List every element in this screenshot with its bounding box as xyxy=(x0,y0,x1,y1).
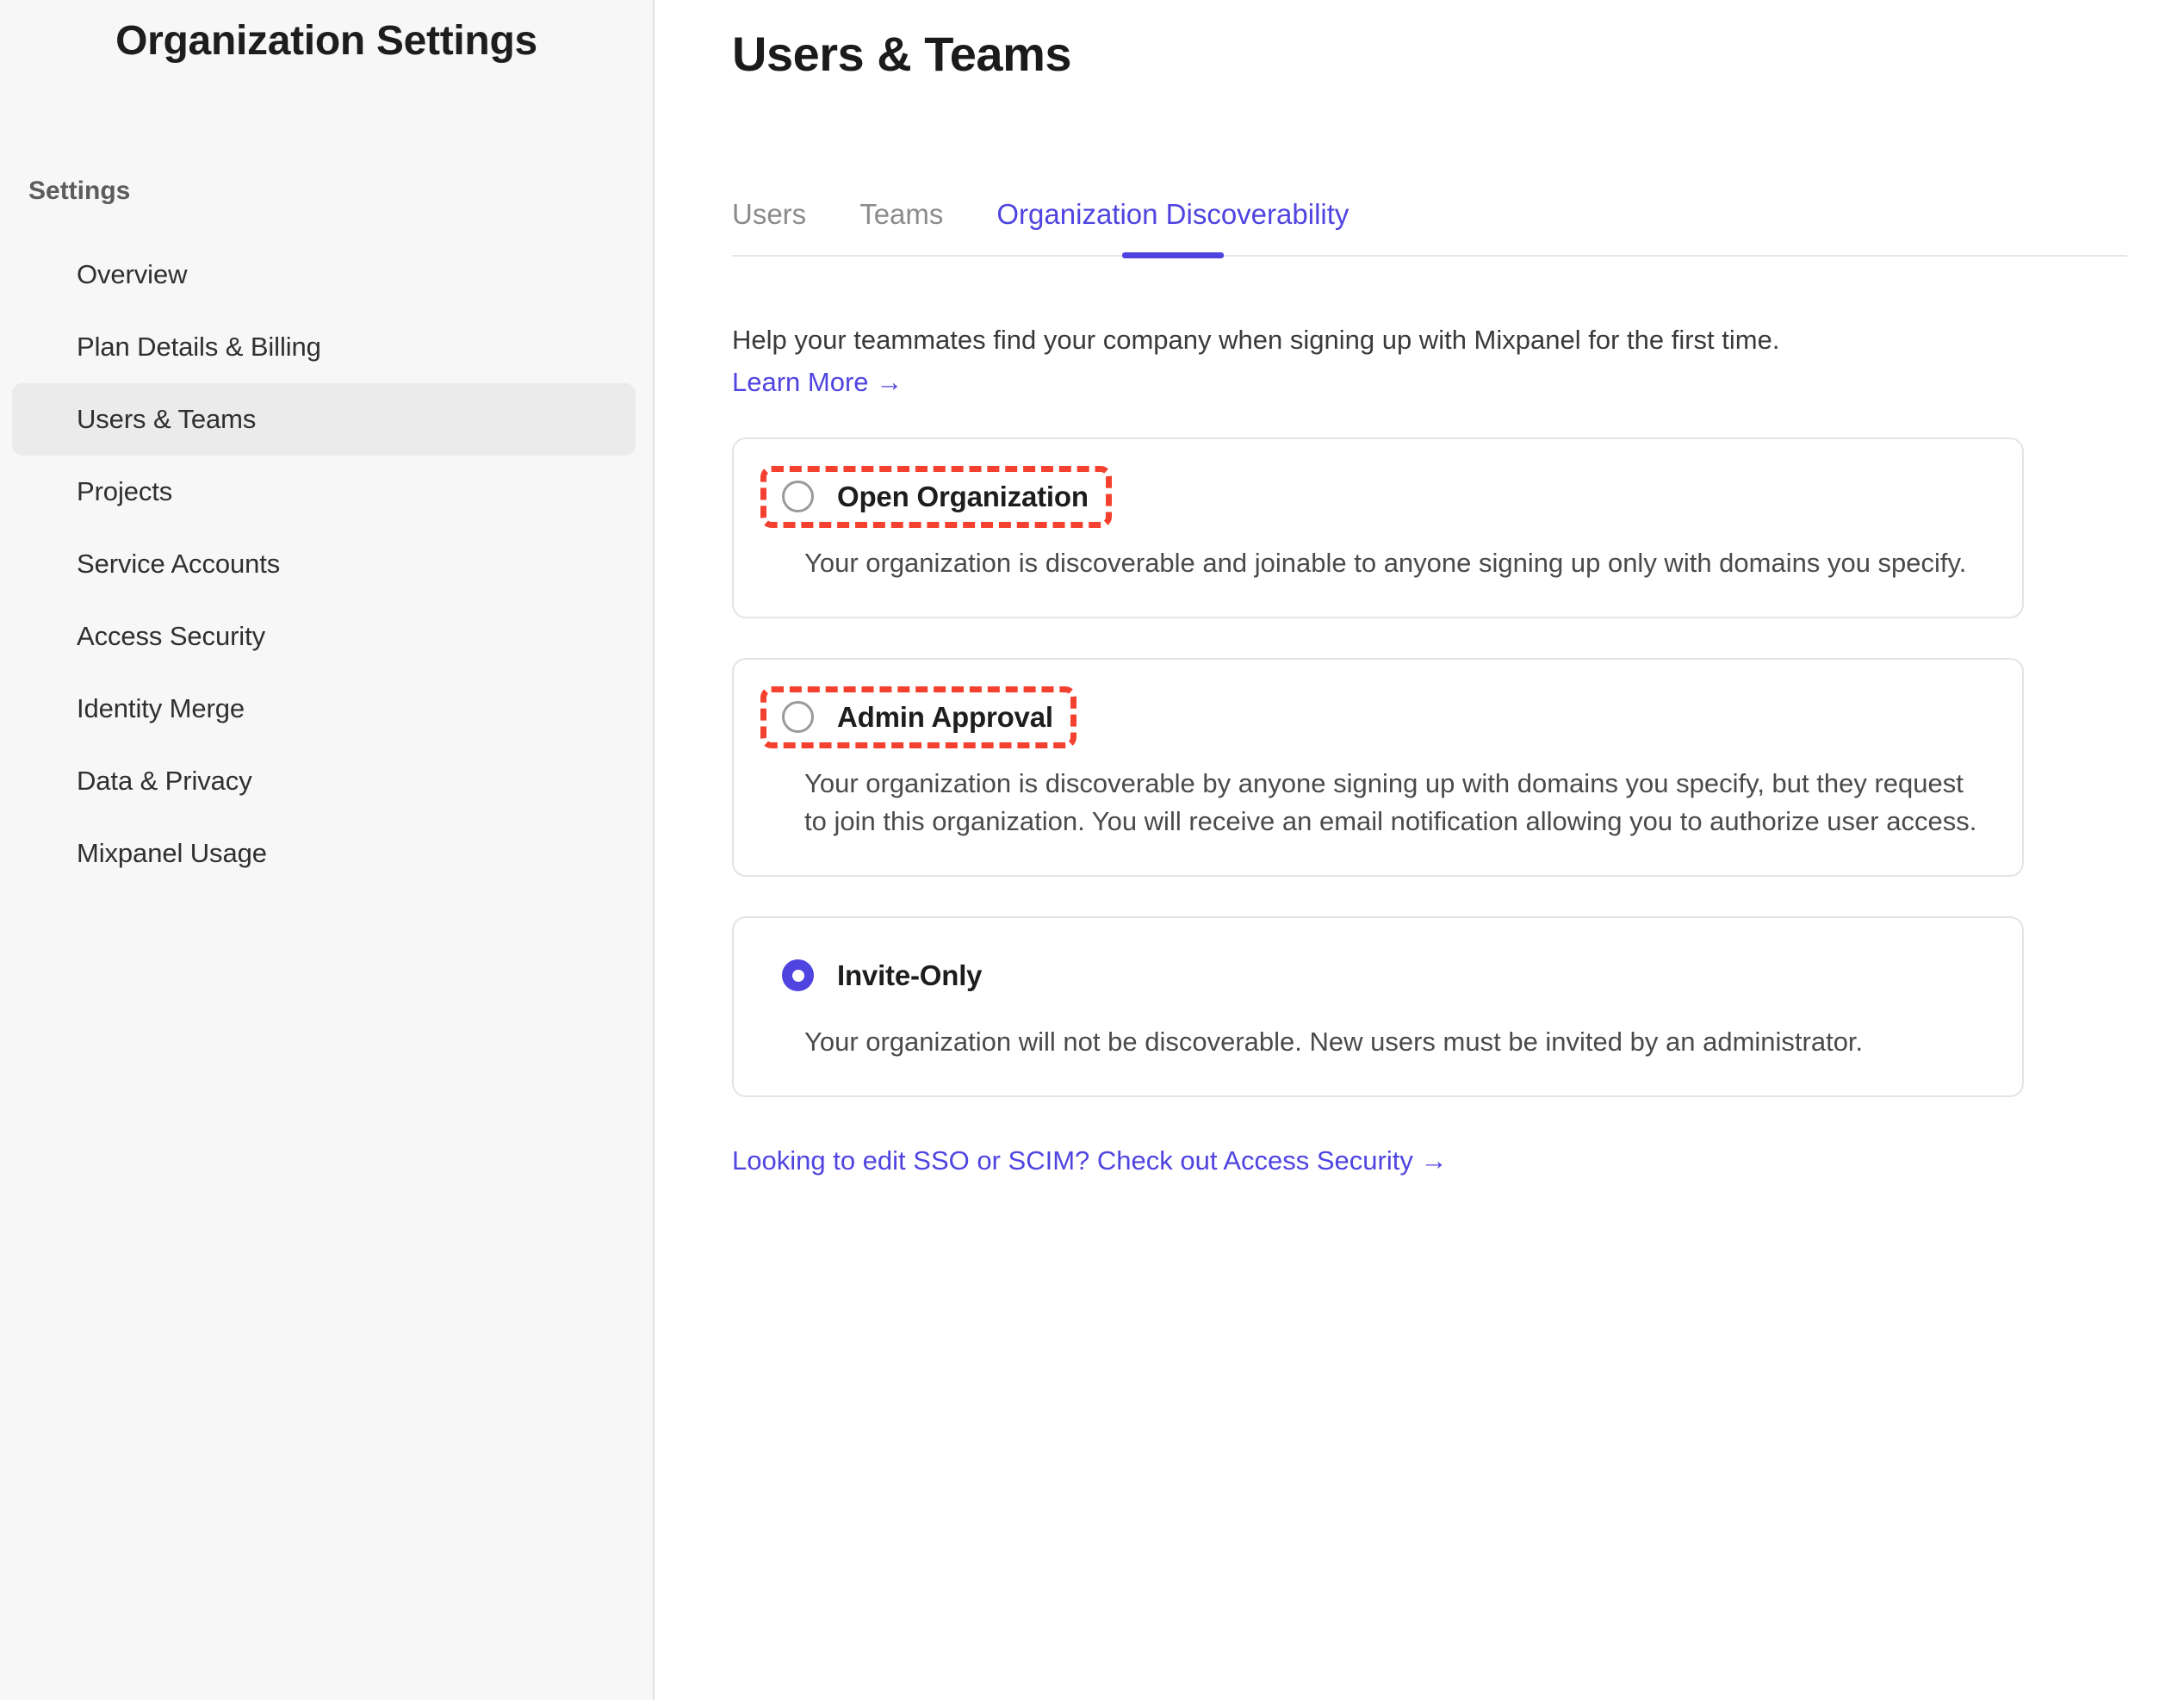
sidebar-item-identity-merge[interactable] xyxy=(12,673,636,745)
tab-users[interactable]: Users xyxy=(732,198,807,230)
sidebar-item-label: Access Security xyxy=(77,621,266,651)
option-card-open-organization[interactable] xyxy=(732,437,2024,618)
option-card-admin-approval[interactable] xyxy=(732,658,2024,877)
tab-teams[interactable]: Teams xyxy=(859,198,944,230)
sidebar-item-label: Projects xyxy=(77,476,173,506)
option-label: Admin Approval xyxy=(837,700,1053,733)
option-card-invite-only[interactable] xyxy=(732,916,2024,1097)
sidebar-item-data-privacy[interactable] xyxy=(12,745,636,817)
option-header-admin-approval[interactable] xyxy=(766,692,1070,742)
tab-bar xyxy=(732,198,2127,257)
option-header-open-organization[interactable] xyxy=(766,472,1106,522)
sidebar-item-projects[interactable] xyxy=(12,456,636,528)
option-description: Your organization will not be discoverable. New users must be invited by an administrator. xyxy=(804,1026,1864,1057)
radio-open-organization[interactable] xyxy=(782,481,814,512)
option-label: Invite-Only xyxy=(837,959,983,991)
option-header-invite-only[interactable] xyxy=(766,951,999,1001)
sidebar-item-label: Users & Teams xyxy=(77,404,257,434)
sidebar-item-overview[interactable] xyxy=(12,239,636,311)
sidebar xyxy=(0,0,655,1700)
sidebar-item-label: Overview xyxy=(77,259,188,289)
sidebar-item-mixpanel-usage[interactable] xyxy=(12,817,636,890)
sidebar-item-label: Mixpanel Usage xyxy=(77,838,267,868)
main-content xyxy=(655,0,2184,1700)
sidebar-item-users-teams[interactable] xyxy=(12,383,636,456)
sidebar-title: Organization Settings xyxy=(115,18,537,64)
radio-invite-only[interactable] xyxy=(782,959,814,991)
option-description: Your organization is discoverable and joinable to anyone signing up only with domains you specify. xyxy=(804,547,1967,578)
page-title: Users & Teams xyxy=(732,27,1072,81)
access-security-link[interactable]: Looking to edit SSO or SCIM? Check out Access Security → xyxy=(732,1145,1448,1176)
learn-more-link[interactable]: Learn More → xyxy=(732,366,903,397)
sidebar-nav xyxy=(0,239,653,890)
tab-organization-discoverability[interactable]: Organization Discoverability xyxy=(996,198,1349,255)
option-label: Open Organization xyxy=(837,480,1089,512)
option-description: Your organization is discoverable by anyone signing up with domains you specify, but they request to join this organization. You will receive an email notification allowing you to authorize user access. xyxy=(804,767,1977,836)
intro-text: Help your teammates find your company when signing up with Mixpanel for the first time. xyxy=(732,325,1780,355)
sidebar-section-label: Settings xyxy=(28,177,131,205)
sidebar-item-label: Plan Details & Billing xyxy=(77,332,321,362)
sidebar-item-label: Data & Privacy xyxy=(77,766,252,796)
sidebar-item-label: Identity Merge xyxy=(77,693,245,723)
sidebar-item-plan-details-billing[interactable] xyxy=(12,311,636,383)
radio-admin-approval[interactable] xyxy=(782,701,814,733)
sidebar-item-label: Service Accounts xyxy=(77,549,281,579)
sidebar-item-access-security[interactable] xyxy=(12,600,636,673)
sidebar-item-service-accounts[interactable] xyxy=(12,528,636,600)
